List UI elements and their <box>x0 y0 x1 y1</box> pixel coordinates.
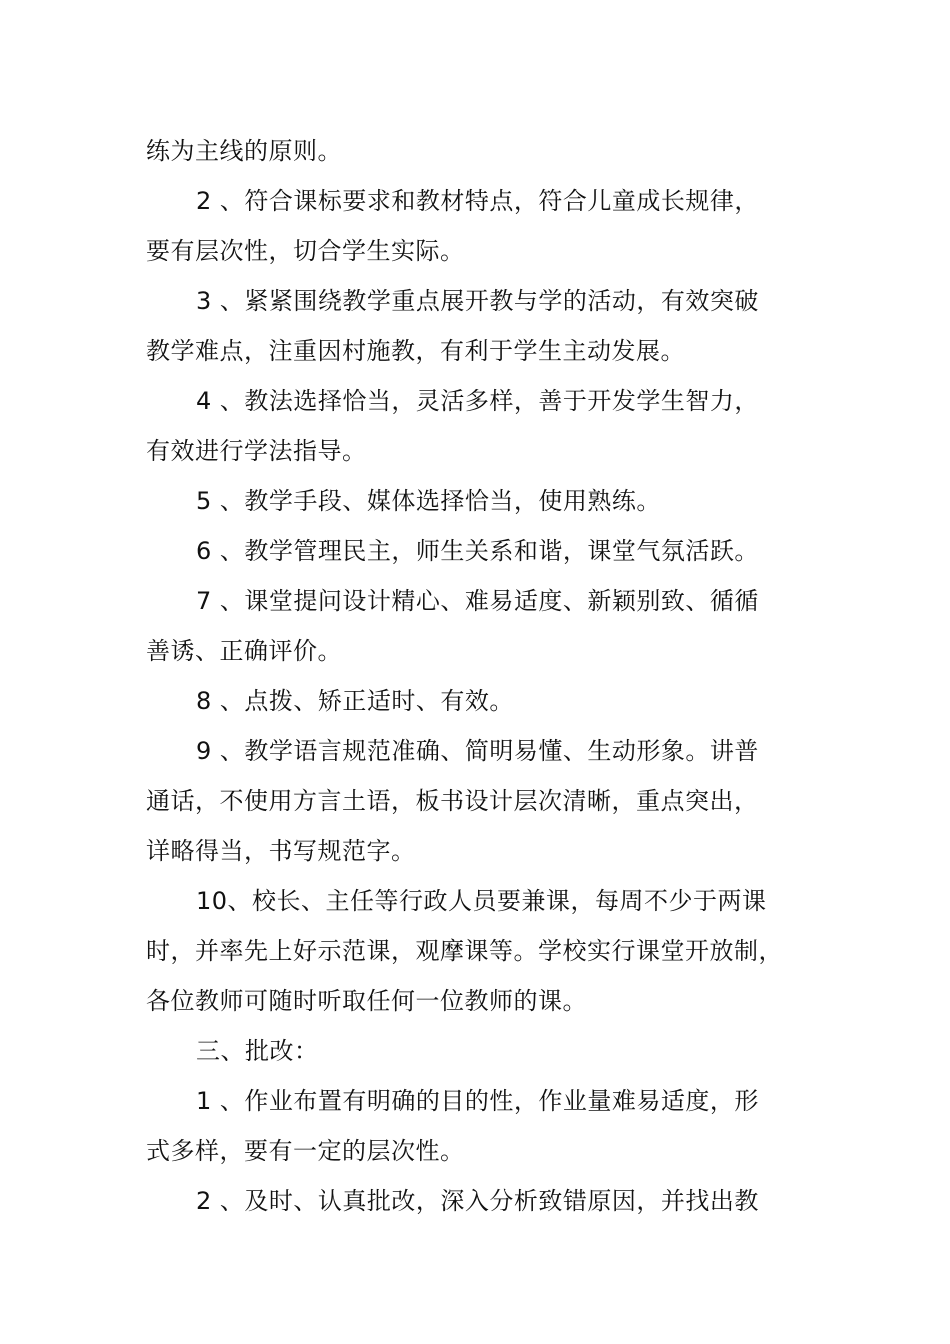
text-line: 有效进行学法指导。 <box>146 437 367 465</box>
text-line: 10、校长、主任等行政人员要兼课，每周不少于两课 <box>196 887 767 915</box>
text-line: 4 、教法选择恰当，灵活多样，善于开发学生智力， <box>196 387 759 415</box>
text-line: 练为主线的原则。 <box>146 137 342 165</box>
text-line: 教学难点，注重因村施教，有利于学生主动发展。 <box>146 337 685 365</box>
text-line: 详略得当，书写规范字。 <box>146 837 416 865</box>
text-line: 8 、点拨、矫正适时、有效。 <box>196 687 514 715</box>
text-line: 三、批改： <box>196 1037 319 1065</box>
text-line: 6 、教学管理民主，师生关系和谐，课堂气氛活跃。 <box>196 537 759 565</box>
text-line: 各位教师可随时听取任何一位教师的课。 <box>146 987 587 1015</box>
text-line: 2 、符合课标要求和教材特点，符合儿童成长规律， <box>196 187 759 215</box>
text-line: 7 、课堂提问设计精心、难易适度、新颖别致、循循 <box>196 587 759 615</box>
text-line: 通话，不使用方言土语，板书设计层次清晰，重点突出， <box>146 787 759 815</box>
text-line: 1 、作业布置有明确的目的性，作业量难易适度，形 <box>196 1087 759 1115</box>
text-line: 5 、教学手段、媒体选择恰当，使用熟练。 <box>196 487 661 515</box>
text-line: 式多样，要有一定的层次性。 <box>146 1137 465 1165</box>
document-body <box>146 126 811 1226</box>
text-line: 9 、教学语言规范准确、简明易懂、生动形象。讲普 <box>196 737 759 765</box>
text-line: 善诱、正确评价。 <box>146 637 342 665</box>
text-line: 3 、紧紧围绕教学重点展开教与学的活动，有效突破 <box>196 287 759 315</box>
text-line: 时，并率先上好示范课，观摩课等。学校实行课堂开放制， <box>146 937 783 965</box>
text-line: 要有层次性，切合学生实际。 <box>146 237 465 265</box>
text-line: 2 、及时、认真批改，深入分析致错原因，并找出教 <box>196 1187 759 1215</box>
